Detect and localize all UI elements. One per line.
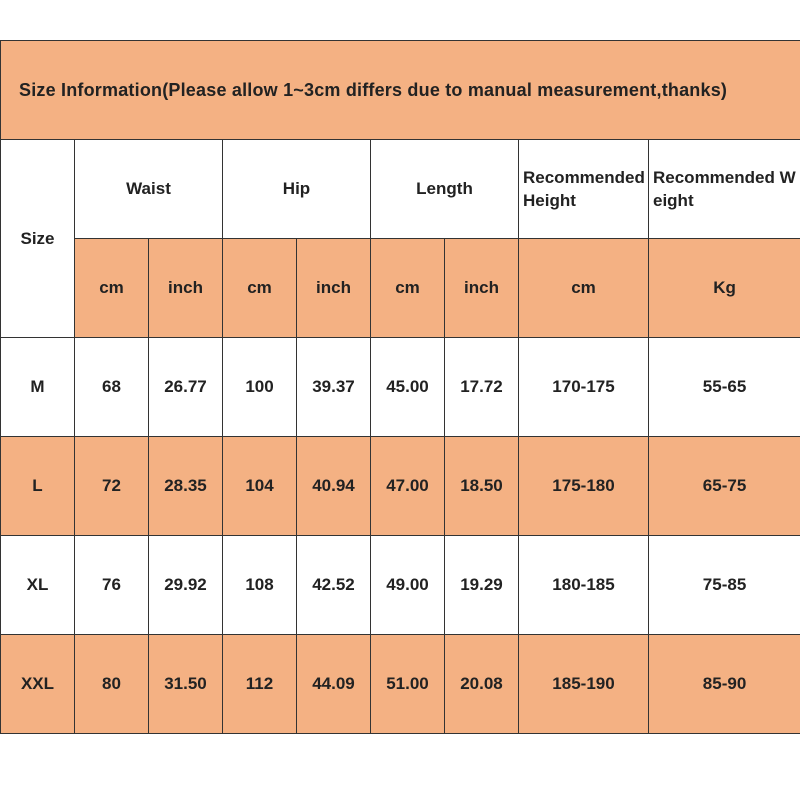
cell-weight: 75-85 xyxy=(649,536,800,635)
cell-length-cm: 47.00 xyxy=(371,437,445,536)
cell-height: 185-190 xyxy=(519,635,649,734)
header-recommended-weight: Recommended Weight xyxy=(649,140,800,239)
table-row xyxy=(1,437,800,536)
cell-hip-inch: 44.09 xyxy=(297,635,371,734)
cell-hip-cm: 104 xyxy=(223,437,297,536)
title-row xyxy=(1,41,800,140)
unit-height-cm: cm xyxy=(519,239,649,338)
cell-length-cm: 49.00 xyxy=(371,536,445,635)
cell-size: XXL xyxy=(1,635,75,734)
cell-waist-cm: 76 xyxy=(75,536,149,635)
unit-weight-kg: Kg xyxy=(649,239,800,338)
table-row xyxy=(1,536,800,635)
cell-hip-inch: 40.94 xyxy=(297,437,371,536)
cell-hip-cm: 112 xyxy=(223,635,297,734)
cell-size: M xyxy=(1,338,75,437)
unit-waist-cm: cm xyxy=(75,239,149,338)
cell-height: 170-175 xyxy=(519,338,649,437)
header-size: Size xyxy=(1,140,75,338)
header-row xyxy=(1,140,800,239)
cell-waist-cm: 80 xyxy=(75,635,149,734)
cell-height: 180-185 xyxy=(519,536,649,635)
cell-waist-inch: 28.35 xyxy=(149,437,223,536)
header-recommended-height: Recommended Height xyxy=(519,140,649,239)
unit-waist-inch: inch xyxy=(149,239,223,338)
cell-waist-inch: 31.50 xyxy=(149,635,223,734)
cell-length-cm: 45.00 xyxy=(371,338,445,437)
cell-waist-inch: 26.77 xyxy=(149,338,223,437)
table-row xyxy=(1,635,800,734)
unit-hip-cm: cm xyxy=(223,239,297,338)
cell-hip-cm: 100 xyxy=(223,338,297,437)
cell-size: L xyxy=(1,437,75,536)
cell-length-inch: 19.29 xyxy=(445,536,519,635)
cell-size: XL xyxy=(1,536,75,635)
units-row xyxy=(1,239,800,338)
unit-hip-inch: inch xyxy=(297,239,371,338)
cell-length-inch: 20.08 xyxy=(445,635,519,734)
cell-waist-inch: 29.92 xyxy=(149,536,223,635)
cell-height: 175-180 xyxy=(519,437,649,536)
cell-weight: 55-65 xyxy=(649,338,800,437)
cell-length-inch: 18.50 xyxy=(445,437,519,536)
header-length: Length xyxy=(371,140,519,239)
cell-hip-cm: 108 xyxy=(223,536,297,635)
cell-waist-cm: 72 xyxy=(75,437,149,536)
table-row xyxy=(1,338,800,437)
cell-hip-inch: 39.37 xyxy=(297,338,371,437)
size-information-table xyxy=(0,40,800,734)
cell-weight: 85-90 xyxy=(649,635,800,734)
header-waist: Waist xyxy=(75,140,223,239)
cell-length-cm: 51.00 xyxy=(371,635,445,734)
cell-length-inch: 17.72 xyxy=(445,338,519,437)
unit-length-cm: cm xyxy=(371,239,445,338)
cell-hip-inch: 42.52 xyxy=(297,536,371,635)
cell-waist-cm: 68 xyxy=(75,338,149,437)
header-hip: Hip xyxy=(223,140,371,239)
unit-length-inch: inch xyxy=(445,239,519,338)
cell-weight: 65-75 xyxy=(649,437,800,536)
table-title: Size Information(Please allow 1~3cm differs due to manual measurement,thanks) xyxy=(1,41,800,140)
